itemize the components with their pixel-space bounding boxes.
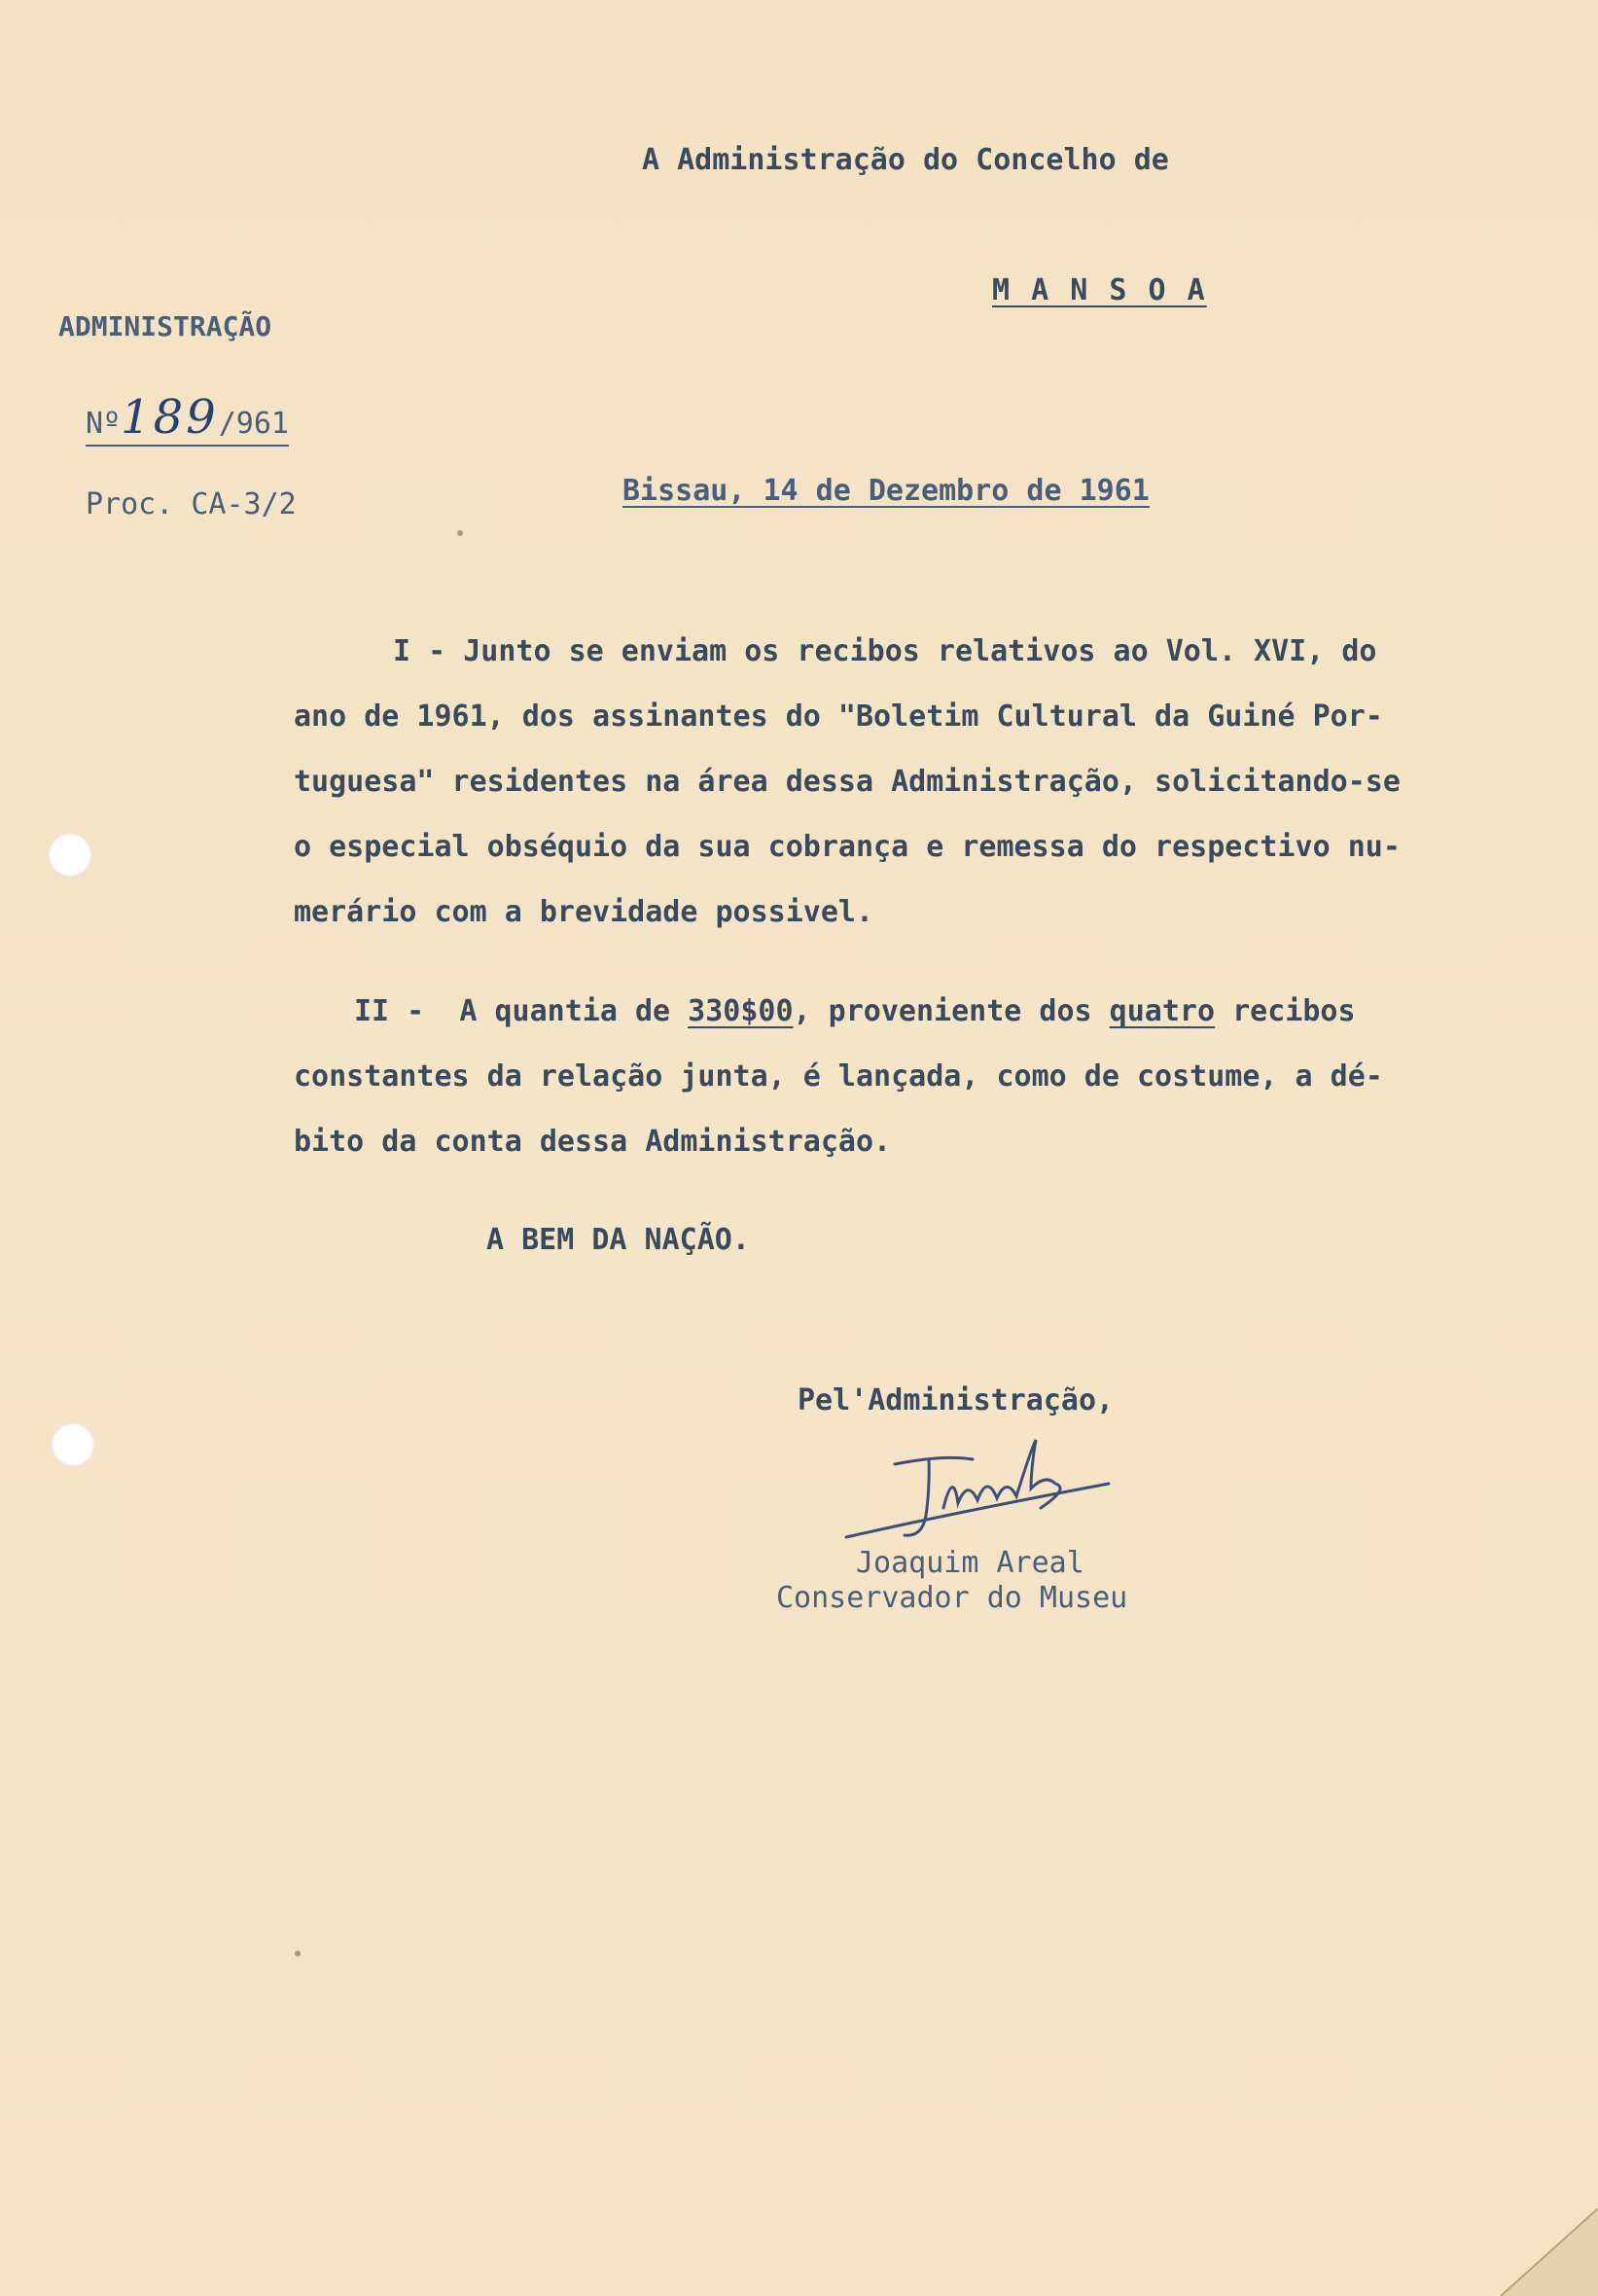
paper-speck — [295, 1951, 301, 1956]
signatory-name: Joaquim Areal — [856, 1546, 1084, 1580]
place-name: M A N S O A — [992, 273, 1207, 307]
paragraph-2-line-1 — [354, 994, 1356, 1028]
reference-number — [86, 390, 289, 447]
paragraph-2-mid: , proveniente dos — [793, 994, 1110, 1028]
paragraph-2-suffix: recibos — [1215, 994, 1356, 1028]
closing-salutation: A BEM DA NAÇÃO. — [486, 1223, 750, 1257]
handwritten-number: 189 — [121, 390, 219, 445]
handwritten-signature — [836, 1430, 1128, 1557]
punch-hole — [52, 1423, 94, 1466]
paragraph-1-line-3: tuguesa" residentes na área dessa Administração, solicitando-se — [294, 765, 1401, 799]
recipient-line: A Administração do Concelho de — [642, 143, 1169, 177]
on-behalf-line: Pel'Administração, — [798, 1383, 1115, 1417]
department-stamp: ADMINISTRAÇÃO — [58, 310, 272, 342]
date-line: Bissau, 14 de Dezembro de 1961 — [622, 474, 1150, 508]
paragraph-2-line-2: constantes da relação junta, é lançada, como de costume, a dé- — [294, 1059, 1383, 1094]
number-year: /961 — [218, 407, 289, 441]
folded-corner — [1462, 2208, 1598, 2296]
receipt-count: quatro — [1109, 994, 1216, 1028]
paragraph-2-line-3: bito da conta dessa Administração. — [294, 1125, 892, 1159]
paragraph-1-line-5: merário com a brevidade possivel. — [294, 895, 874, 929]
signatory-title: Conservador do Museu — [776, 1581, 1128, 1615]
process-reference: Proc. CA-3/2 — [86, 487, 297, 521]
paragraph-1-line-1: I - Junto se enviam os recibos relativos ao Vol. XVI, do — [393, 634, 1377, 668]
paragraph-2-prefix: II - A quantia de — [354, 994, 689, 1028]
paper-speck — [457, 530, 463, 536]
number-prefix: Nº — [86, 407, 122, 441]
paragraph-1-line-2: ano de 1961, dos assinantes do "Boletim Cultural da Guiné Por- — [294, 700, 1383, 734]
paragraph-1-line-4: o especial obséquio da sua cobrança e remessa do respectivo nu- — [294, 830, 1401, 864]
punch-hole — [49, 834, 91, 877]
amount: 330$00 — [688, 994, 794, 1028]
